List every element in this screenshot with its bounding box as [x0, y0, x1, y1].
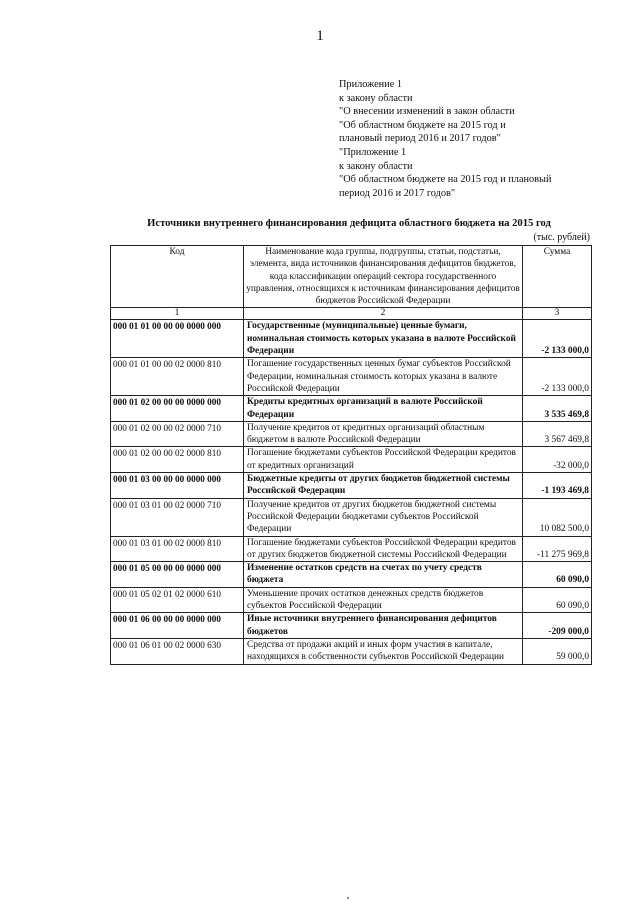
column-number: 3 [523, 308, 592, 320]
row-code: 000 01 02 00 00 02 0000 810 [111, 447, 244, 473]
row-code: 000 01 01 00 00 00 0000 000 [111, 320, 244, 358]
header-sum: Сумма [523, 246, 592, 308]
header-code: Код [111, 246, 244, 308]
row-sum: -209 000,0 [523, 613, 592, 639]
row-code: 000 01 03 00 00 00 0000 000 [111, 473, 244, 499]
header-name: Наименование кода группы, подгруппы, статьи, подстатьи, элемента, вида источников финансирования дефицитов бюджетов, кода классификации операций сектора государственного управления, относящихся к источникам финансирования дефицитов бюджетов Российской Федерации [244, 246, 523, 308]
row-sum: 59 000,0 [523, 638, 592, 664]
row-code: 000 01 06 00 00 00 0000 000 [111, 613, 244, 639]
row-name: Изменение остатков средств на счетах по учету средств бюджета [244, 562, 523, 588]
column-number-row [111, 308, 592, 320]
table-row [111, 638, 592, 664]
row-sum: -11 275 969,8 [523, 536, 592, 562]
column-number: 2 [244, 308, 523, 320]
table-row [111, 587, 592, 613]
row-name: Погашение бюджетами субъектов Российской Федерации кредитов от кредитных организаций [244, 447, 523, 473]
appendix-line: "Об областном бюджете на 2015 год и плановый [339, 174, 552, 186]
row-code: 000 01 05 02 01 02 0000 610 [111, 587, 244, 613]
appendix-line: Приложение 1 [339, 79, 402, 90]
row-name: Иные источники внутреннего финансирования дефицитов бюджетов [244, 613, 523, 639]
page-number: 1 [316, 28, 324, 44]
table-row [111, 498, 592, 536]
table-row [111, 562, 592, 588]
table-row [111, 320, 592, 358]
row-name: Получение кредитов от кредитных организаций областным бюджетом в валюте Российской Федерации [244, 421, 523, 447]
table-row [111, 613, 592, 639]
row-sum: 3 567 469,8 [523, 421, 592, 447]
row-sum: 60 090,0 [523, 587, 592, 613]
row-sum: -1 193 469,8 [523, 473, 592, 499]
row-code: 000 01 05 00 00 00 0000 000 [111, 562, 244, 588]
row-name: Кредиты кредитных организаций в валюте Российской Федерации [244, 396, 523, 422]
table-row [111, 421, 592, 447]
row-sum: 3 535 469,8 [523, 396, 592, 422]
row-sum: -32 000,0 [523, 447, 592, 473]
row-code: 000 01 03 01 00 02 0000 810 [111, 536, 244, 562]
row-name: Погашение государственных ценных бумаг субъектов Российской Федерации, номинальная стоимость которых указана в валюте Российской Федерации [244, 358, 523, 396]
appendix-line: к закону области [339, 92, 413, 104]
row-sum: -2 133 000,0 [523, 358, 592, 396]
appendix-line: к закону области [339, 160, 413, 172]
table-row [111, 536, 592, 562]
table-row [111, 447, 592, 473]
row-sum: -2 133 000,0 [523, 320, 592, 358]
document-title: Источники внутреннего финансирования дефицита областного бюджета на 2015 год [147, 218, 551, 229]
row-name: Получение кредитов от других бюджетов бюджетной системы Российской Федерации бюджетами субъектов Российской Федерации [244, 498, 523, 536]
column-number: 1 [111, 308, 244, 320]
appendix-line: плановый период 2016 и 2017 годов" [339, 133, 501, 145]
row-code: 000 01 03 01 00 02 0000 710 [111, 498, 244, 536]
row-code: 000 01 06 01 00 02 0000 630 [111, 638, 244, 664]
financing-sources-table [110, 245, 592, 665]
row-code: 000 01 02 00 00 00 0000 000 [111, 396, 244, 422]
appendix-block [339, 78, 599, 200]
row-name: Государственные (муниципальные) ценные бумаги, номинальная стоимость которых указана в валюте Российской Федерации [244, 320, 523, 358]
scan-speck [347, 897, 349, 899]
table-row [111, 396, 592, 422]
table-row [111, 358, 592, 396]
row-name: Бюджетные кредиты от других бюджетов бюджетной системы Российской Федерации [244, 473, 523, 499]
row-name: Средства от продажи акций и иных форм участия в капитале, находящихся в собственности субъектов Российской Федерации [244, 638, 523, 664]
appendix-line: период 2016 и 2017 годов" [339, 187, 456, 199]
row-code: 000 01 01 00 00 02 0000 810 [111, 358, 244, 396]
table-row [111, 473, 592, 499]
row-code: 000 01 02 00 00 02 0000 710 [111, 421, 244, 447]
appendix-line: "Приложение 1 [339, 146, 407, 158]
row-sum: 60 090,0 [523, 562, 592, 588]
table-header-row [111, 246, 592, 308]
row-name: Погашение бюджетами субъектов Российской Федерации кредитов от других бюджетов бюджетной системы Российской Федерации [244, 536, 523, 562]
units-label: (тыс. рублей) [533, 232, 590, 243]
row-name: Уменьшение прочих остатков денежных средств бюджетов субъектов Российской Федерации [244, 587, 523, 613]
row-sum: 10 082 500,0 [523, 498, 592, 536]
appendix-line: "О внесении изменений в закон области [339, 106, 515, 118]
appendix-line: "Об областном бюджете на 2015 год и [339, 119, 506, 131]
